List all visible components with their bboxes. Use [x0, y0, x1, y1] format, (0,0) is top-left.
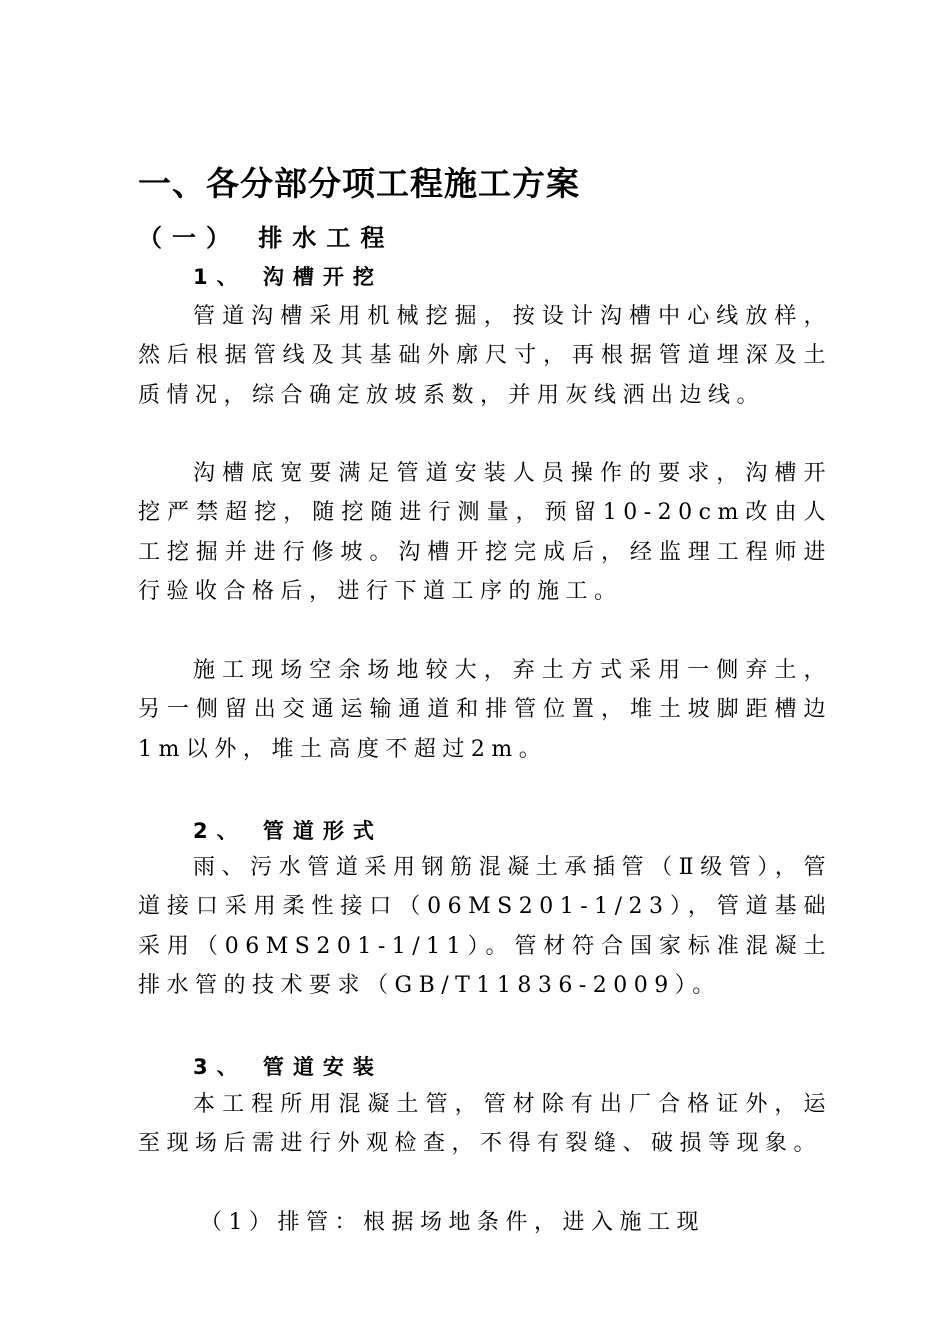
paragraph: 管道沟槽采用机械挖掘，按设计沟槽中心线放样，然后根据管线及其基础外廓尺寸，再根据管道埋深及土质情况，综合确定放坡系数，并用灰线洒出边线。 — [138, 304, 832, 408]
section-heading-drainage: （一） 排水工程 — [138, 224, 395, 252]
document-title: 一、各分部分项工程施工方案 — [138, 164, 580, 203]
subsection-heading-pipe-installation: 3、 管道安装 — [193, 1055, 383, 1079]
subsection-heading-pipe-type: 2、 管道形式 — [193, 819, 383, 843]
paragraph: 施工现场空余场地较大，弃土方式采用一侧弃土，另一侧留出交通运输通道和排管位置，堆土坡脚距槽边1m以外，堆土高度不超过2m。 — [138, 658, 832, 762]
paragraph: 沟槽底宽要满足管道安装人员操作的要求，沟槽开挖严禁超挖，随挖随进行测量，预留10-20cm改由人工挖掘并进行修坡。沟槽开挖完成后，经监理工程师进行验收合格后，进行下道工序的施工。 — [138, 461, 832, 604]
subsection-heading-trench-excavation: 1、 沟槽开挖 — [193, 265, 383, 289]
paragraph: 本工程所用混凝土管，管材除有出厂合格证外，运至现场后需进行外观检查，不得有裂缝、破损等现象。 — [138, 1092, 832, 1157]
paragraph: 雨、污水管道采用钢筋混凝土承插管（Ⅱ级管），管道接口采用柔性接口（06MS201-1/23），管道基础采用（06MS201-1/11）。管材符合国家标准混凝土排水管的技术要求（GB/T11836-2009）。 — [138, 855, 832, 998]
paragraph: （1）排管：根据场地条件，进入施工现 — [200, 1210, 705, 1235]
